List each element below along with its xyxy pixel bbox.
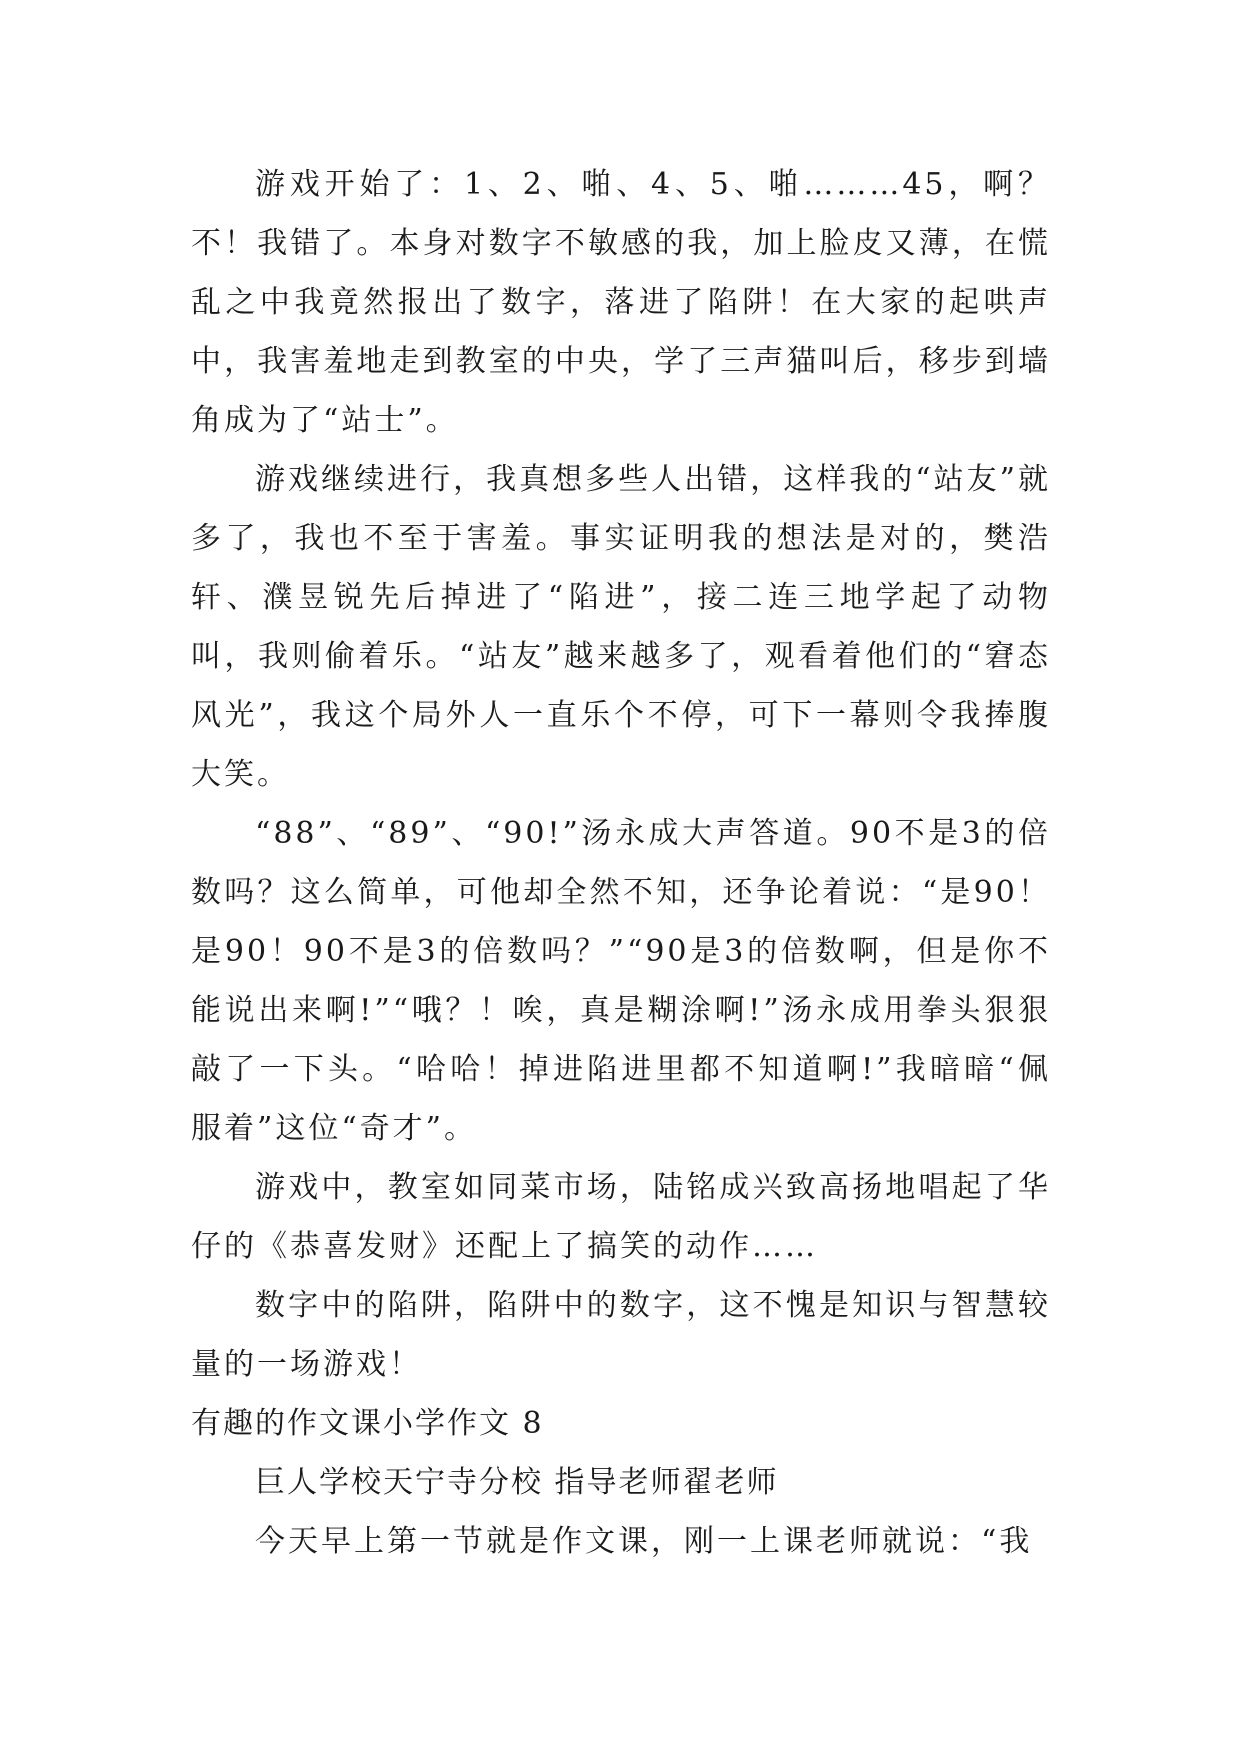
paragraph-game-continue: 游戏继续进行，我真想多些人出错，这样我的“站友”就多了，我也不至于害羞。事实证明我的想法是对的，樊浩轩、濮昱锐先后掉进了“陷进”，接二连三地学起了动物叫，我则偷着乐。“站友”越来越多了，观看着他们的“窘态风光”，我这个局外人一直乐个不停，可下一幕则令我捧腹大笑。 [191, 462, 1051, 792]
paragraph-classroom: 游戏中，教室如同菜市场，陆铭成兴致高扬地唱起了华仔的《恭喜发财》还配上了搞笑的动作…… [191, 1170, 1051, 1264]
paragraph-final: 今天早上第一节就是作文课，刚一上课老师就说：“我 [255, 1524, 1033, 1559]
paragraph-game-start: 游戏开始了：1、2、啪、4、5、啪………45，啊？不！我错了。本身对数字不敏感的我，加上脸皮又薄，在慌乱之中我竟然报出了数字，落进了陷阱！在大家的起哄声中，我害羞地走到教室的中央，学了三声猫叫后，移步到墙角成为了“站士”。 [191, 167, 1051, 438]
essay-heading: 有趣的作文课小学作文 8 [191, 1406, 544, 1441]
essay-byline: 巨人学校天宁寺分校 指导老师翟老师 [255, 1465, 779, 1500]
paragraph-conclusion: 数字中的陷阱，陷阱中的数字，这不愧是知识与智慧较量的一场游戏！ [191, 1288, 1051, 1382]
document-body [191, 155, 1051, 1571]
paragraph-dialogue: “88”、“89”、“90!”汤永成大声答道。90不是3的倍数吗？这么简单，可他却全然不知，还争论着说：“是90！是90！90不是3的倍数吗？”“90是3的倍数啊，但是你不能说出来啊!”“哦？！唉，真是糊涂啊!”汤永成用拳头狠狠敲了一下头。“哈哈！掉进陷进里都不知道啊!”我暗暗“佩服着”这位“奇才”。 [191, 816, 1051, 1146]
